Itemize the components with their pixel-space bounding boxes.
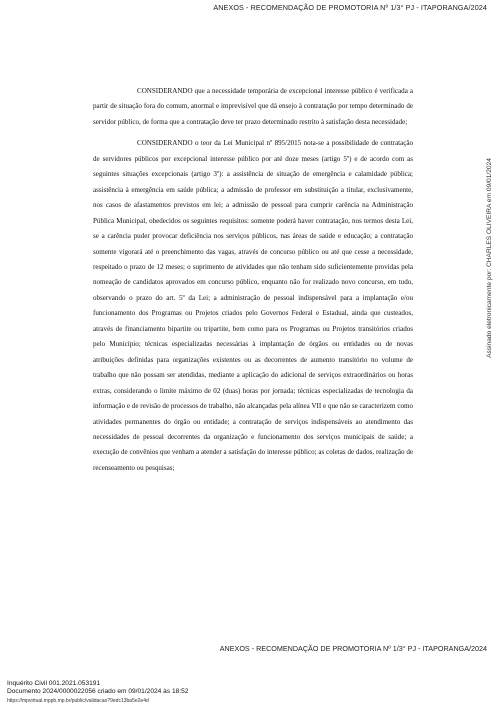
document-header: ANEXOS - RECOMENDAÇÃO DE PROMOTORIA Nº 1/3° PJ - ITAPORANGA/2024 <box>213 3 487 12</box>
electronic-signature-stamp <box>486 158 496 358</box>
paragraph-considerando-2: CONSIDERANDO o teor da Lei Municipal nº 895/2015 nota-se a possibilidade de contratação de servidores públicos por excepcional interesse público por até doze meses (artigo 5º) e de acordo com as seguintes situações excepcionais (artigo 3º): a assistência de situação de emergência e calamidade pública; assistência à emergência em saúde pública; a admissão de professor em substituição a titular, exclusivamente, nos casos de afastamentos previstos em lei; a admissão de pessoal para cumprir carência na Administração Pública Municipal, obedecidos os seguintes requisitos: somente poderá haver contratação, nos termos desta Lei, se a carência puder provocar deficiência nos serviços públicos, nas áreas de saúde e educação; a contratação somente vigorará até o preenchimento das vagas, através de concurso público ou até que cesse a necessidade, respeitado o prazo de 12 meses; o suprimento de atividades que não tenham sido suficientemente providas pela nomeação de candidatos aprovados em concurso público, enquanto não for realizado novo concurso, em tudo, observando o prazo do art. 5º da Lei; a administração de pessoal indispensável para a implantação e/ou funcionamento dos Programas ou Projetos criados pelo Governos Federal e Estadual, ainda que custeados, através de financiamento bipartite ou tripartite, bem como para os Programas ou Projetos transitórios criados pelo Município; técnicas especializadas necessárias à implantação de órgãos ou entidades ou de novas atribuições definidas para organizações existentes ou as decorrentes de aumento transitório no volume de trabalho que não possam ser atendidas, mediante a aplicação do adicional de serviços extraordinários ou horas extras, considerando o limite máximo de 02 (duas) horas por jornada; técnicas especializadas de tecnologia da informação e de revisão de processos de trabalho, não alcançadas pela alínea VII e que não se caracterizem como atividades permanentes do órgão ou entidade; a contratação de serviços indispensáveis ao atendimento das necessidades de pessoal decorrentes da organização e funcionamento dos serviços municipais de saúde; a execução de convênios que venham a atender a satisfação do interesse público; as coletas de dados, realização de recenseamento ou pesquisas; <box>93 139 413 472</box>
signature-text: Assinado eletronicamente por: CHARLES OLIVEIRA em 09/01/2024 <box>486 158 493 358</box>
paragraph-considerando-1: CONSIDERANDO que a necessidade temporária de excepcional interesse público é verificada a partir de situação fora do comum, anormal e imprevisível que dá ensejo à contratação por tempo determinado de servidor público, de forma que a contratação deve ter prazo determinado restrito à satisfação desta necessidade; <box>93 87 413 126</box>
document-footer <box>7 680 188 697</box>
document-body <box>93 84 413 482</box>
inquerito-number: Inquérito Civil 001.2021.053191 <box>7 680 101 687</box>
footer-header-repeat: ANEXOS - RECOMENDAÇÃO DE PROMOTORIA Nº 1/3° PJ - ITAPORANGA/2024 <box>219 644 487 653</box>
documento-info: Documento 2024/0000022056 criado em 09/01/2024 às 18:52 <box>7 688 189 696</box>
validation-url: https://mpvirtual.mppb.mp.br/public/validacao?9edc13ba5e2e4d <box>7 698 149 704</box>
